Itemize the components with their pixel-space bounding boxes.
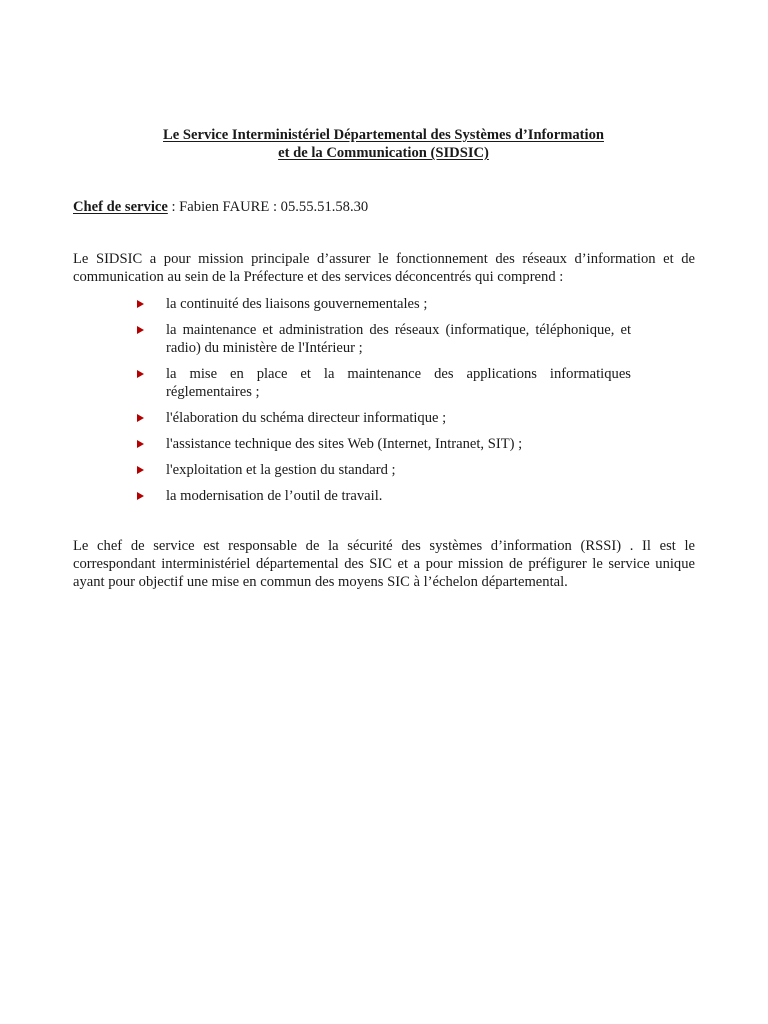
title-line-1: Le Service Interministériel Départemental des Systèmes d’Information (163, 127, 604, 143)
mission-text: l'élaboration du schéma directeur informatique ; (166, 410, 447, 426)
arrow-bullet-icon (137, 300, 144, 308)
mission-text: la maintenance et administration des réseaux (informatique, téléphonique, et radio) du ministère de l'Intérieur ; (166, 322, 631, 356)
intro-paragraph: Le SIDSIC a pour mission principale d’assurer le fonctionnement des réseaux d’information et de communication au sein de la Préfecture et des services déconcentrés qui comprend : (73, 251, 695, 285)
mission-text: la modernisation de l’outil de travail. (166, 488, 383, 504)
mission-text: la mise en place et la maintenance des applications informatiques réglementaires ; (166, 366, 631, 400)
mission-item (0, 295, 768, 313)
chef-de-service-line (73, 197, 368, 217)
document-title (72, 126, 695, 162)
arrow-bullet-icon (137, 440, 144, 448)
arrow-bullet-icon (137, 414, 144, 422)
arrow-bullet-icon (137, 326, 144, 334)
chef-value: : Fabien FAURE : 05.55.51.58.30 (167, 199, 369, 215)
missions-list (0, 295, 768, 505)
arrow-bullet-icon (137, 370, 144, 378)
mission-item (0, 487, 768, 505)
arrow-bullet-icon (137, 466, 144, 474)
mission-item (0, 365, 768, 401)
mission-text: l'assistance technique des sites Web (Internet, Intranet, SIT) ; (166, 436, 523, 452)
mission-text: la continuité des liaisons gouvernementales ; (166, 296, 428, 312)
mission-item (0, 321, 768, 357)
arrow-bullet-icon (137, 492, 144, 500)
mission-item (0, 409, 768, 427)
closing-paragraph: Le chef de service est responsable de la sécurité des systèmes d’information (RSSI) . Il est le correspondant interministériel départemental des SIC et a pour mission de préfigurer le service unique ayant pour objectif une mise en commun des moyens SIC à l’échelon départemental. (73, 538, 695, 590)
title-line-2: et de la Communication (SIDSIC) (278, 145, 489, 161)
mission-text: l'exploitation et la gestion du standard ; (166, 462, 396, 478)
mission-item (0, 435, 768, 453)
chef-label: Chef de service (73, 199, 168, 215)
mission-item (0, 461, 768, 479)
